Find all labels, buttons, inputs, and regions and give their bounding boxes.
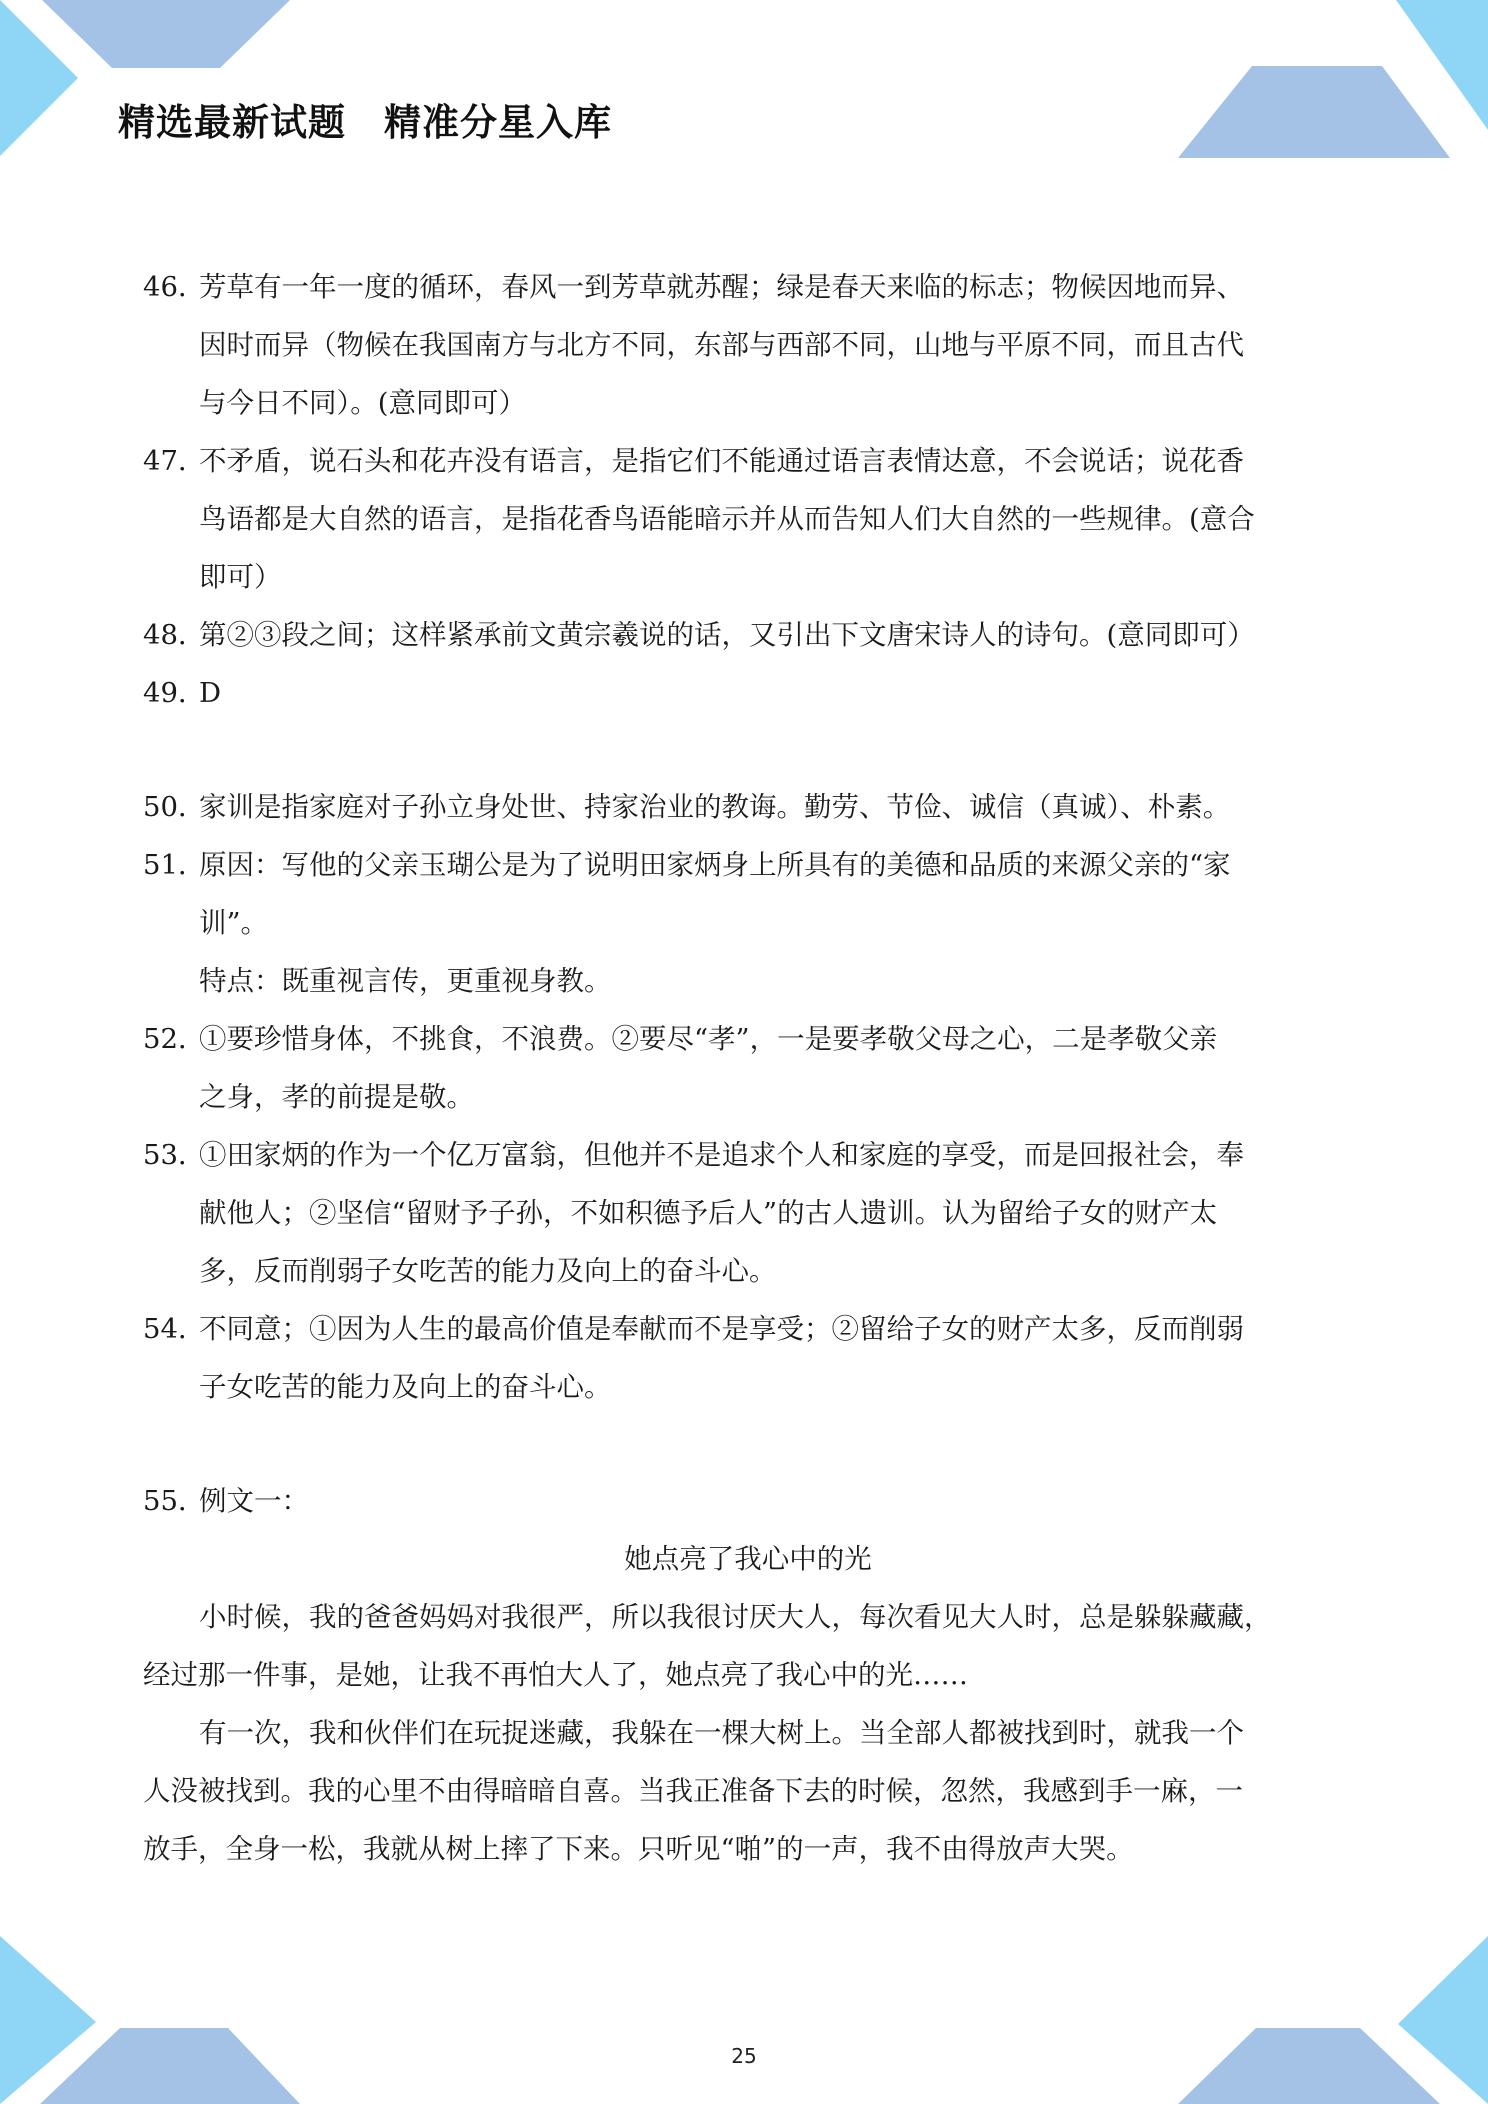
- answer-51-line-3: 特点：既重视言传，更重视身教。: [199, 965, 612, 997]
- answer-46: [143, 258, 1353, 316]
- question-number: 50．: [143, 791, 206, 823]
- answer-text: 第②③段之间；这样紧承前文黄宗羲说的话，又引出下文唐宋诗人的诗句。(意同即可）: [199, 619, 1255, 651]
- answer-50: [143, 778, 1353, 836]
- answer-text: 芳草有一年一度的循环，春风一到芳草就苏醒；绿是春天来临的标志；物候因地而异、: [199, 271, 1244, 303]
- answer-text: 例文一：: [199, 1485, 309, 1517]
- answer-51-line-2: 训”。: [199, 907, 269, 939]
- question-number: 55．: [143, 1485, 206, 1517]
- answer-53: [143, 1126, 1353, 1184]
- answer-text: 家训是指家庭对子孙立身处世、持家治业的教诲。勤劳、节俭、诚信（真诚）、朴素。: [199, 791, 1231, 823]
- top-right-blue-trapezoid: [1178, 66, 1450, 158]
- answer-text: 原因：写他的父亲玉瑚公是为了说明田家炳身上所具有的美德和品质的来源父亲的“家: [199, 849, 1231, 881]
- page-number: 25: [731, 2044, 757, 2068]
- answer-text: ①要珍惜身体，不挑食，不浪费。②要尽“孝”，一是要孝敬父母之心，二是孝敬父亲: [199, 1023, 1218, 1055]
- question-number: 52．: [143, 1023, 206, 1055]
- answer-46-line-2: 因时而异（物候在我国南方与北方不同，东部与西部不同，山地与平原不同，而且古代: [199, 329, 1244, 361]
- essay-paragraph-1-line-1: 小时候，我的爸爸妈妈对我很严，所以我很讨厌大人，每次看见大人时，总是躲躲藏藏，: [199, 1601, 1272, 1633]
- answer-47: [143, 432, 1353, 490]
- answer-47-line-2: 鸟语都是大自然的语言，是指花香鸟语能暗示并从而告知人们大自然的一些规律。(意合: [199, 503, 1255, 535]
- question-number: 48．: [143, 619, 206, 651]
- answer-46-line-3: 与今日不同）。(意同即可）: [199, 387, 526, 419]
- header-title: 精选最新试题 精准分星入库: [118, 101, 612, 144]
- essay-paragraph-2-line-3: 放手，全身一松，我就从树上摔了下来。只听见“啪”的一声，我不由得放声大哭。: [143, 1833, 1134, 1865]
- answer-54-line-2: 子女吃苦的能力及向上的奋斗心。: [199, 1371, 612, 1403]
- answer-53-line-2: 献他人；②坚信“留财予子孙，不如积德予后人”的古人遗训。认为留给子女的财产太: [199, 1197, 1218, 1229]
- question-number: 53．: [143, 1139, 206, 1171]
- answer-55: [143, 1472, 1353, 1530]
- answer-52: [143, 1010, 1353, 1068]
- answer-47-line-3: 即可）: [199, 561, 282, 593]
- question-number: 46．: [143, 271, 206, 303]
- question-number: 51．: [143, 849, 206, 881]
- answer-54: [143, 1300, 1353, 1358]
- answer-text: ①田家炳的作为一个亿万富翁，但他并不是追求个人和家庭的享受，而是回报社会，奉: [199, 1139, 1244, 1171]
- answer-text: 不同意；①因为人生的最高价值是奉献而不是享受；②留给子女的财产太多，反而削弱: [199, 1313, 1244, 1345]
- answer-text: D: [199, 677, 222, 709]
- answer-52-line-2: 之身，孝的前提是敬。: [199, 1081, 474, 1113]
- essay-paragraph-2-line-1: 有一次，我和伙伴们在玩捉迷藏，我躲在一棵大树上。当全部人都被找到时，就我一个: [199, 1717, 1244, 1749]
- answer-51: [143, 836, 1353, 894]
- answer-49: [143, 664, 1353, 722]
- question-number: 47．: [143, 445, 206, 477]
- answer-48: [143, 606, 1353, 664]
- top-left-blue-trapezoid: [42, 0, 290, 68]
- answer-text: 不矛盾，说石头和花卉没有语言，是指它们不能通过语言表情达意，不会说话；说花香: [199, 445, 1244, 477]
- section-gap: [143, 1416, 1353, 1472]
- essay-paragraph-2-line-2: 人没被找到。我的心里不由得暗暗自喜。当我正准备下去的时候，忽然，我感到手一麻，一: [143, 1775, 1243, 1807]
- question-number: 49．: [143, 677, 206, 709]
- answer-53-line-3: 多，反而削弱子女吃苦的能力及向上的奋斗心。: [199, 1255, 777, 1287]
- essay-paragraph-1-line-2: 经过那一件事，是她，让我不再怕大人了，她点亮了我心中的光……: [143, 1659, 968, 1691]
- section-gap: [143, 722, 1353, 778]
- answer-content: [143, 258, 1353, 1878]
- question-number: 54．: [143, 1313, 206, 1345]
- essay-title: 她点亮了我心中的光: [624, 1543, 872, 1575]
